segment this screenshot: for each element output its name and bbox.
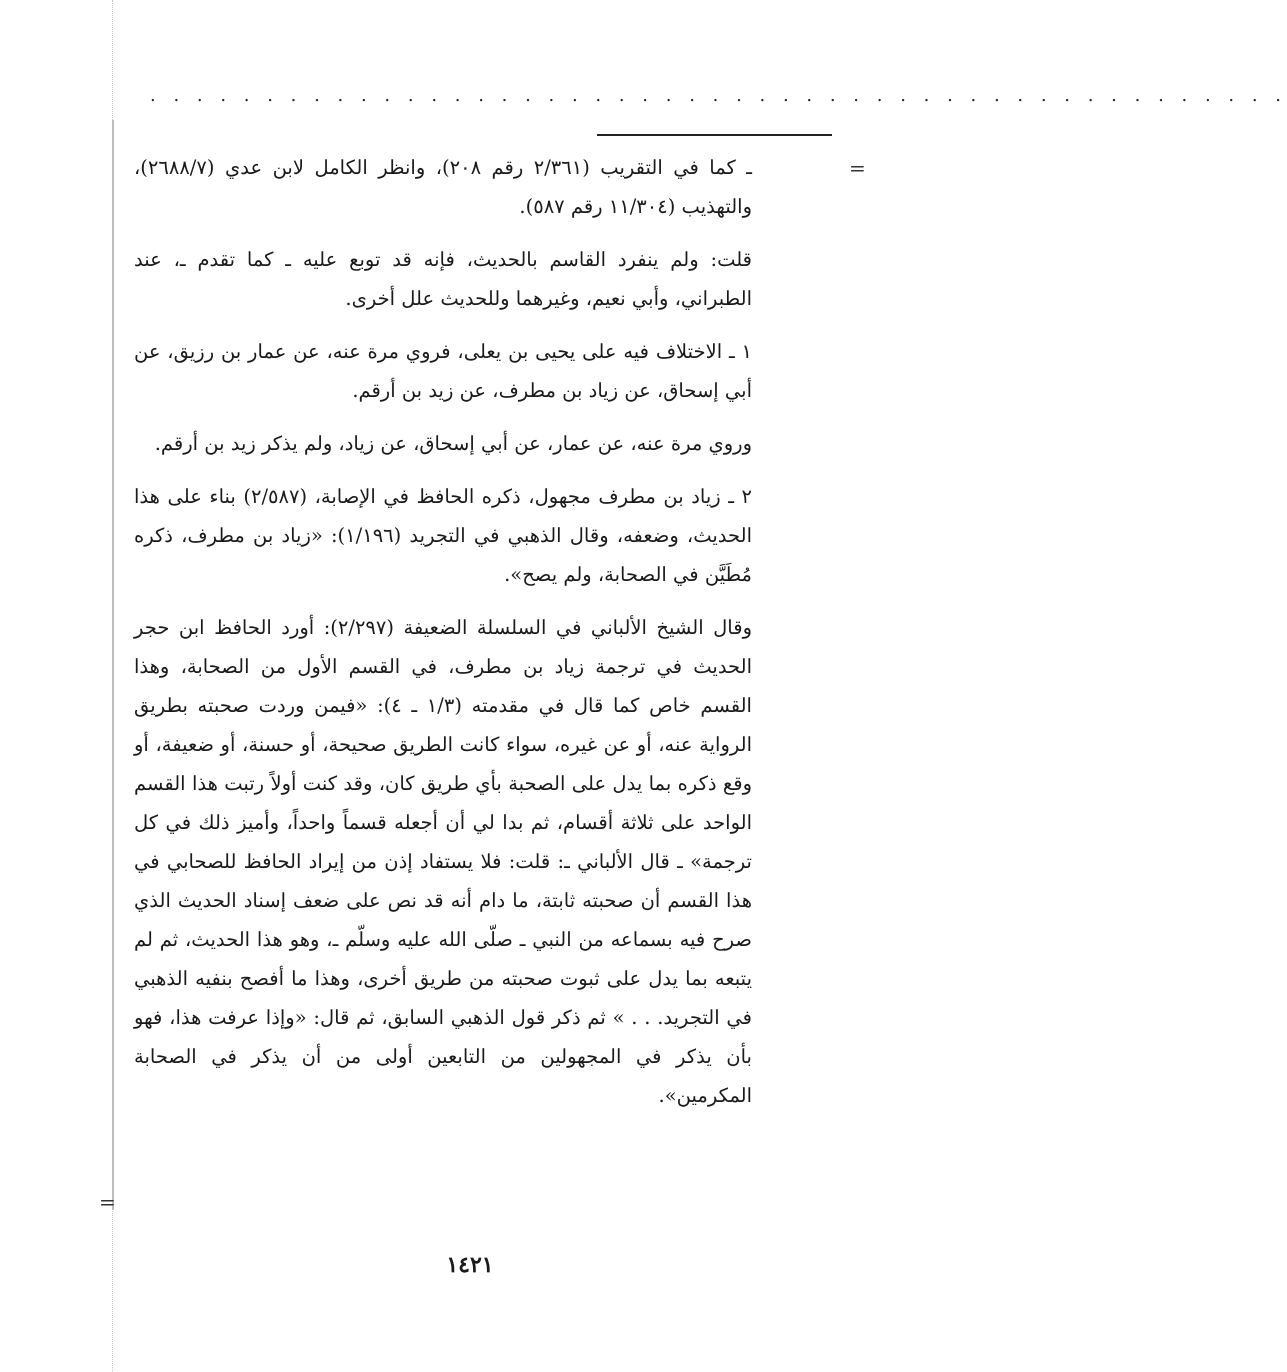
footnote-paragraph: ١ ـ الاختلاف فيه على يحيى بن يعلى، فروي مرة عنه، عن عمار بن رزيق، عن أبي إسحاق، عن زياد بن مطرف، عن زيد بن أرقم.	[134, 340, 752, 402]
footnote-body	[134, 148, 752, 1129]
page-number: ١٤٢١	[446, 1252, 494, 1278]
footnote-paragraph: وقال الشيخ الألباني في السلسلة الضعيفة (٢/٢٩٧): أورد الحافظ ابن حجر الحديث في ترجمة زياد بن مطرف، في القسم الأول من الصحابة، وهذا القسم خاص كما قال في مقدمته (١/٣ ـ ٤): «فيمن وردت صحبته بطريق الرواية عنه، أو عن غيره، سواء كانت الطريق صحيحة، أو حسنة، أو ضعيفة، أو وقع ذكره بما يدل على الصحبة بأي طريق كان، وقد كنت أولاً رتبت هذا القسم الواحد على ثلاثة أقسام، ثم بدا لي أن أجعله قسماً واحداً، وأميز ذلك في كل ترجمة» ـ قال الألباني ـ: قلت: فلا يستفاد إذن من إيراد الحافظ للصحابي في هذا القسم أن صحبته ثابتة، ما دام أنه قد نص على ضعف إسناد الحديث الذي صرح فيه بسماعه من النبي ـ صلّى الله عليه وسلّم ـ، وهو هذا الحديث، ثم لم يتبعه بما يدل على ثبوت صحبته من طريق أخرى، وهذا ما أفصح بنفيه الذهبي في التجريد. . . » ثم ذكر قول الذهبي السابق، ثم قال: «وإذا عرفت هذا، فهو بأن يذكر في المجهولين من التابعين أولى من أن يذكر في الصحابة المكرمين».	[134, 616, 753, 1107]
footnote-paragraph: ٢ ـ زياد بن مطرف مجهول، ذكره الحافظ في الإصابة، (٢/٥٨٧) بناء على هذا الحديث، وضعفه، وقال الذهبي في التجريد (١/١٩٦): «زياد بن مطرف، ذكره مُطَيَّن في الصحابة، ولم يصح».	[134, 485, 752, 586]
footnote-paragraph: وروي مرة عنه، عن عمار، عن أبي إسحاق، عن زياد، ولم يذكر زيد بن أرقم.	[154, 432, 752, 455]
footnote-rule	[597, 134, 832, 136]
left-margin-rule	[112, 120, 114, 1210]
continuation-mark-bottom: =	[99, 1190, 116, 1214]
footnote-paragraph: قلت: ولم ينفرد القاسم بالحديث، فإنه قد توبع عليه ـ كما تقدم ـ، عند الطبراني، وأبي نعيم، وغيرهما وللحديث علل أخرى.	[134, 248, 752, 310]
footnote-paragraph: ـ كما في التقريب (٢/٣٦١ رقم ٢٠٨)، وانظر الكامل لابن عدي (٢٦٨٨/٧)، والتهذيب (١١/٣٠٤ رقم ٥٨٧).	[134, 156, 752, 218]
dotted-separator: . . . . . . . . . . . . . . . . . . . . . . . . . . . . . . . . . . . . . . . . . . . . . . . . .	[150, 85, 1287, 106]
continuation-mark-top: =	[849, 156, 866, 180]
